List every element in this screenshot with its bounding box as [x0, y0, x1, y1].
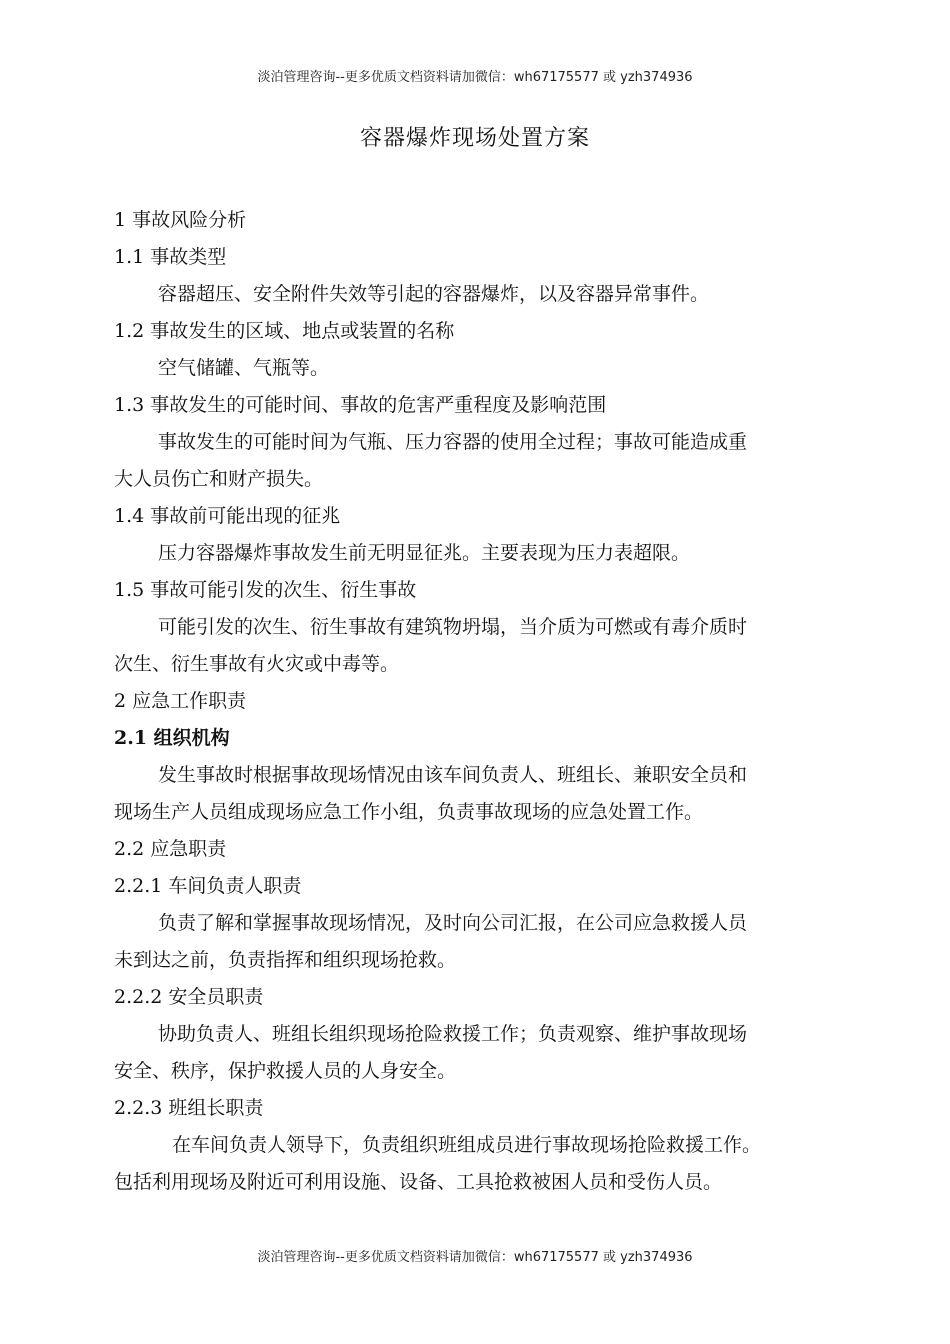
section-heading: 1 事故风险分析	[114, 209, 247, 231]
paragraph-line: 次生、衍生事故有火灾或中毒等。	[114, 653, 400, 675]
subsection-heading: 1.3 事故发生的可能时间、事故的危害严重程度及影响范围	[114, 394, 607, 416]
paragraph-line: 压力容器爆炸事故发生前无明显征兆。主要表现为压力表超限。	[158, 542, 691, 564]
subsection-heading: 1.5 事故可能引发的次生、衍生事故	[114, 579, 417, 601]
subsection-heading: 2.2 应急职责	[114, 838, 227, 860]
sub-subsection-heading: 2.2.1 车间负责人职责	[114, 875, 302, 897]
subsection-heading: 1.2 事故发生的区域、地点或装置的名称	[114, 320, 455, 342]
sub-subsection-heading: 2.2.2 安全员职责	[114, 986, 264, 1008]
paragraph-line: 可能引发的次生、衍生事故有建筑物坍塌，当介质为可燃或有毒介质时	[158, 616, 748, 638]
page-footer: 淡泊管理咨询--更多优质文档资料请加微信：wh67175577 或 yzh374936	[257, 1250, 693, 1265]
paragraph-line: 安全、秩序，保护救援人员的人身安全。	[114, 1060, 457, 1082]
paragraph-line: 包括利用现场及附近可利用设施、设备、工具抢救被困人员和受伤人员。	[114, 1171, 723, 1193]
paragraph-line: 协助负责人、班组长组织现场抢险救援工作；负责观察、维护事故现场	[158, 1023, 748, 1045]
paragraph-line: 空气储罐、气瓶等。	[158, 357, 330, 379]
page-header: 淡泊管理咨询--更多优质文档资料请加微信：wh67175577 或 yzh374936	[257, 70, 693, 85]
document-title: 容器爆炸现场处置方案	[359, 126, 590, 151]
paragraph-line: 容器超压、安全附件失效等引起的容器爆炸，以及容器异常事件。	[158, 283, 710, 305]
paragraph-line: 大人员伤亡和财产损失。	[114, 468, 324, 490]
subsection-heading: 1.1 事故类型	[114, 246, 227, 268]
subsection-heading: 1.4 事故前可能出现的征兆	[114, 505, 341, 527]
sub-subsection-heading: 2.2.3 班组长职责	[114, 1097, 264, 1119]
paragraph-line: 负责了解和掌握事故现场情况，及时向公司汇报，在公司应急救援人员	[158, 912, 748, 934]
document-body	[114, 202, 874, 1201]
paragraph-line: 在车间负责人领导下，负责组织班组成员进行事故现场抢险救援工作。	[172, 1134, 762, 1156]
paragraph-line: 未到达之前，负责指挥和组织现场抢救。	[114, 949, 457, 971]
paragraph-line: 事故发生的可能时间为气瓶、压力容器的使用全过程；事故可能造成重	[158, 431, 748, 453]
section-heading: 2 应急工作职责	[114, 690, 247, 712]
paragraph-line: 发生事故时根据事故现场情况由该车间负责人、班组长、兼职安全员和	[158, 764, 748, 786]
paragraph-line: 现场生产人员组成现场应急工作小组，负责事故现场的应急处置工作。	[114, 801, 704, 823]
subsection-heading: 2.1 组织机构	[114, 727, 230, 749]
